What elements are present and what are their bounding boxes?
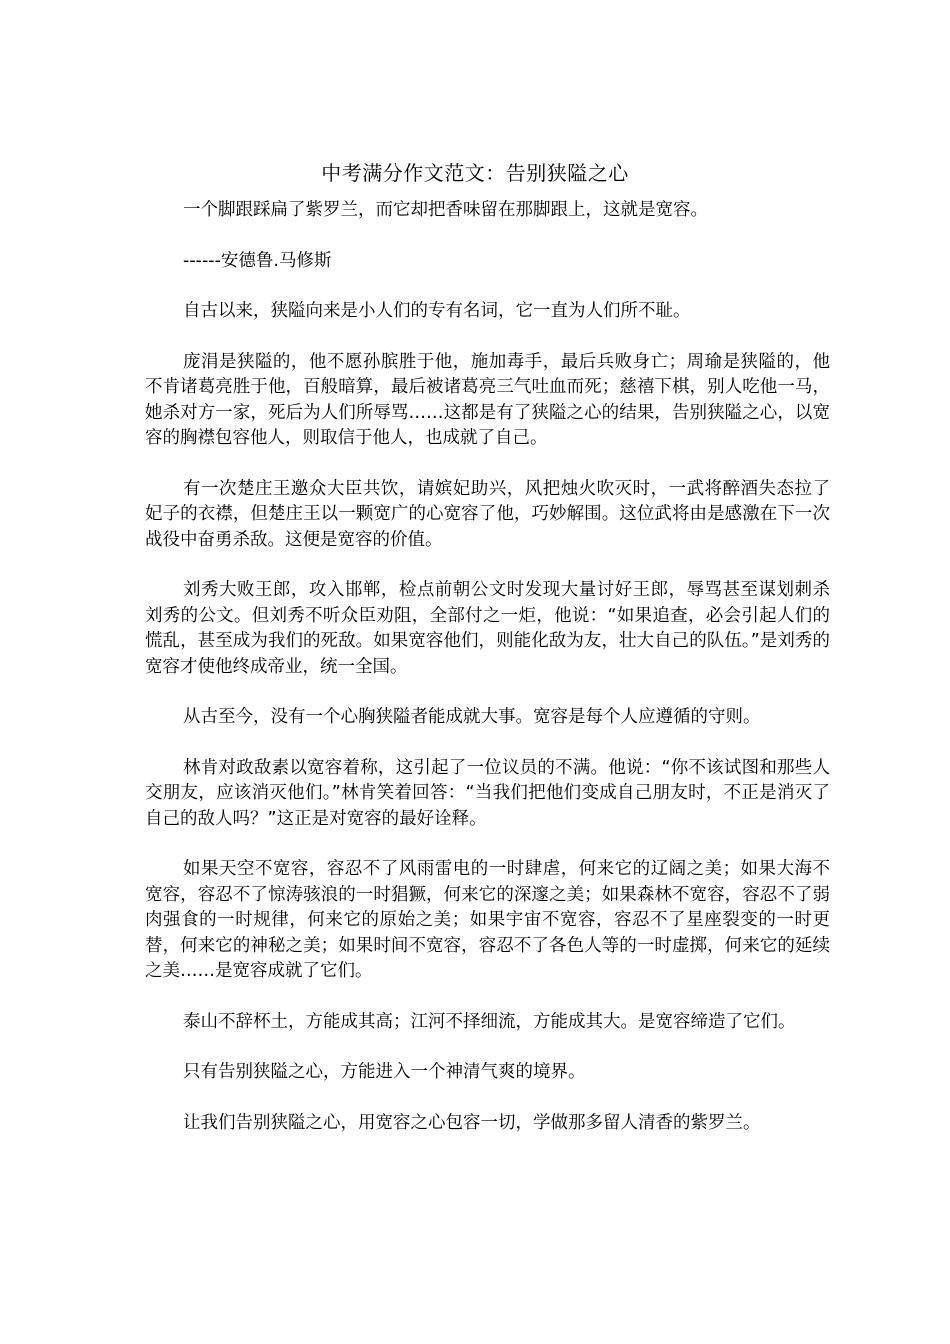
paragraph-attribution: ------安德鲁.马修斯	[183, 250, 332, 271]
document-title: 中考满分作文范文：告别狭隘之心	[321, 161, 629, 185]
paragraph: 刘秀大败王郎，攻入邯郸，检点前朝公文时发现大量讨好王郎，辱骂甚至谋划刺杀刘秀的公文。但刘秀不听众臣劝阻，全部付之一炬，他说：“如果追查，必会引起人们的慌乱，甚至成为我们的死敌。如果宽容他们，则能化敌为友，壮大自己的队伍。”是刘秀的宽容才使他终成帝业，统一全国。	[145, 580, 830, 677]
paragraph: 泰山不辞杯土，方能成其高；江河不择细流，方能成其大。是宽容缔造了它们。	[183, 1011, 796, 1032]
paragraph-closing: 让我们告别狭隘之心，用宽容之心包容一切，学做那多留人清香的紫罗兰。	[183, 1112, 761, 1133]
paragraph: 自古以来，狭隘向来是小人们的专有名词，它一直为人们所不耻。	[183, 301, 691, 321]
paragraph-epigraph: 一个脚跟踩扁了紫罗兰，而它却把香味留在那脚跟上，这就是宽容。	[183, 200, 708, 220]
paragraph: 如果天空不宽容，容忍不了风雨雷电的一时肆虐，何来它的辽阔之美；如果大海不宽容，容忍不了惊涛骇浪的一时猖獗，何来它的深邃之美；如果森林不宽容，容忍不了弱肉强食的一时规律，何来它的原始之美；如果宇宙不宽容，容忍不了星座裂变的一时更替，何来它的神秘之美；如果时间不宽容，容忍不了各色人等的一时虚掷，何来它的延续之美……是宽容成就了它们。	[145, 859, 830, 981]
paragraph: 从古至今，没有一个心胸狭隘者能成就大事。宽容是每个人应遵循的守则。	[183, 707, 761, 727]
paragraph: 庞涓是狭隘的，他不愿孙膑胜于他，施加毒手，最后兵败身亡；周瑜是狭隘的，他不肯诸葛亮胜于他，百般暗算，最后被诸葛亮三气吐血而死；慈禧下棋，别人吃他一马，她杀对方一家，死后为人们所辱骂……这都是有了狭隘之心的结果，告别狭隘之心，以宽容的胸襟包容他人，则取信于他人，也成就了自己。	[145, 351, 830, 448]
document-body	[145, 198, 830, 1136]
paragraph: 只有告别狭隘之心，方能进入一个神清气爽的境界。	[183, 1062, 586, 1082]
paragraph: 有一次楚庄王邀众大臣共饮，请嫔妃助兴，风把烛火吹灭时，一武将醉酒失态拉了妃子的衣襟，但楚庄王以一颗宽广的心宽容了他，巧妙解围。这位武将由是感激在下一次战役中奋勇杀敌。这便是宽容的价值。	[145, 478, 830, 550]
paragraph: 林肯对政敌素以宽容着称，这引起了一位议员的不满。他说：“你不该试图和那些人交朋友，应该消灭他们。”林肯笑着回答：“当我们把他们变成自己朋友时，不正是消灭了自己的敌人吗？”这正是对宽容的最好诠释。	[145, 757, 830, 829]
